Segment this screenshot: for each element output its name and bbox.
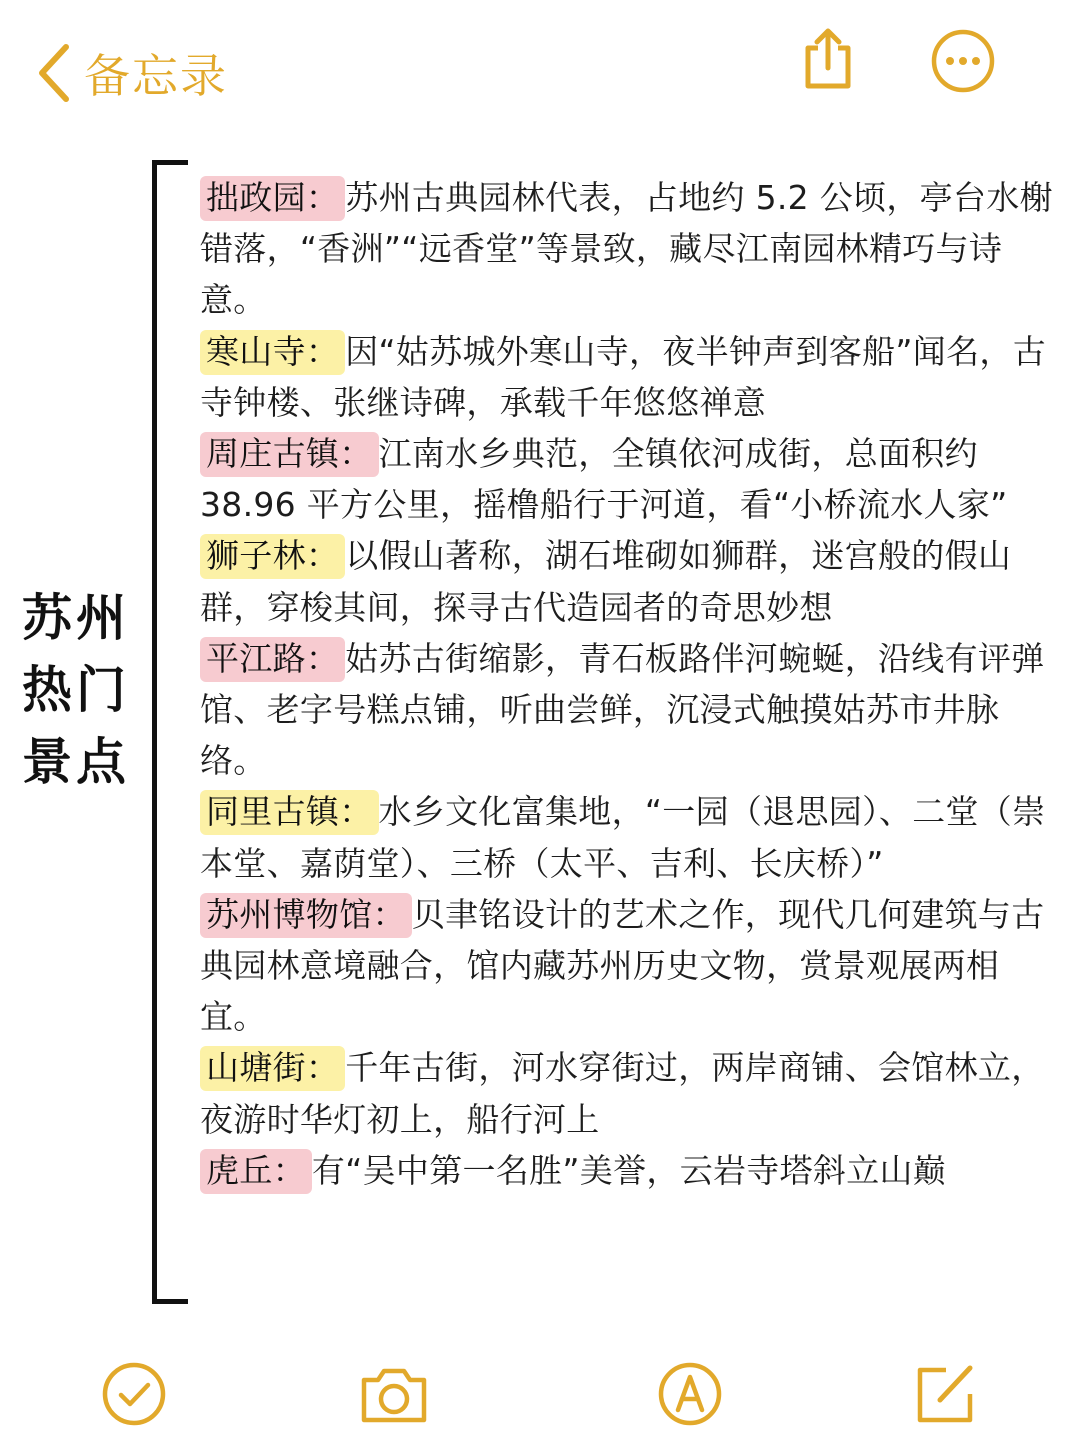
side-title-line: 苏州 [22, 589, 130, 647]
attraction-description: 贝聿铭设计的艺术之作，现代几何建筑与古典园林意境融合，馆内藏苏州历史文物，赏景观展两相宜。 [200, 894, 1045, 1037]
attraction-description: 水乡文化富集地，“一园（退思园）、二堂（崇本堂、嘉荫堂）、三桥（太平、吉利、长庆桥）” [200, 792, 1046, 883]
share-icon[interactable] [798, 26, 858, 92]
attraction-name: 同里古镇： [200, 790, 379, 835]
attraction-entry [200, 889, 1062, 1043]
chevron-left-icon [34, 41, 74, 105]
attraction-entry [200, 428, 1062, 530]
attraction-description: 因“姑苏城外寒山寺，夜半钟声到客船”闻名，古寺钟楼、张继诗碑，承载千年悠悠禅意 [200, 331, 1046, 422]
more-options-icon[interactable] [930, 28, 996, 94]
compose-icon[interactable] [910, 1358, 982, 1430]
attraction-name: 狮子林： [200, 534, 345, 579]
side-title-line: 景点 [22, 733, 130, 791]
attraction-entry [200, 530, 1062, 632]
attraction-description: 姑苏古街缩影，青石板路伴河蜿蜒，沿线有评弹馆、老字号糕点铺，听曲尝鲜，沉浸式触摸姑苏市井脉络。 [200, 638, 1045, 781]
camera-icon[interactable] [358, 1358, 430, 1430]
attraction-description: 以假山著称，湖石堆砌如狮群，迷宫般的假山群，穿梭其间，探寻古代造园者的奇思妙想 [200, 536, 1012, 627]
navigation-bar [0, 0, 1080, 130]
checklist-icon[interactable] [98, 1358, 170, 1430]
attraction-entry [200, 786, 1062, 888]
attraction-entry [200, 326, 1062, 428]
attraction-description: 江南水乡典范，全镇依河成街，总面积约 38.96 平方公里，摇橹船行于河道，看“小桥流水人家” [200, 434, 1008, 525]
attraction-name: 虎丘： [200, 1149, 312, 1194]
attraction-entry [200, 1145, 1062, 1196]
attraction-name: 寒山寺： [200, 330, 345, 375]
side-title-line: 热门 [22, 661, 130, 719]
attraction-entry [200, 172, 1062, 326]
side-title [22, 582, 132, 798]
attraction-name: 拙政园： [200, 176, 345, 221]
bracket-divider [152, 160, 188, 1304]
back-button[interactable] [34, 38, 228, 108]
attraction-entry [200, 633, 1062, 787]
bottom-toolbar [0, 1350, 1080, 1440]
attraction-name: 苏州博物馆： [200, 893, 412, 938]
attraction-description: 有“吴中第一名胜”美誉，云岩寺塔斜立山巅 [311, 1150, 947, 1190]
attraction-entry [200, 1042, 1062, 1144]
attraction-name: 平江路： [200, 637, 345, 682]
note-body[interactable] [200, 172, 1062, 1196]
attraction-name: 山塘街： [200, 1046, 345, 1091]
attraction-description: 苏州古典园林代表，占地约 5.2 公顷，亭台水榭错落，“香洲”“远香堂”等景致，藏尽江南园林精巧与诗意。 [200, 178, 1053, 320]
markup-icon[interactable] [654, 1358, 726, 1430]
back-label: 备忘录 [84, 49, 228, 103]
attraction-name: 周庄古镇： [200, 432, 379, 477]
attraction-description: 千年古街，河水穿街过，两岸商铺、会馆林立，夜游时华灯初上，船行河上 [200, 1048, 1045, 1139]
